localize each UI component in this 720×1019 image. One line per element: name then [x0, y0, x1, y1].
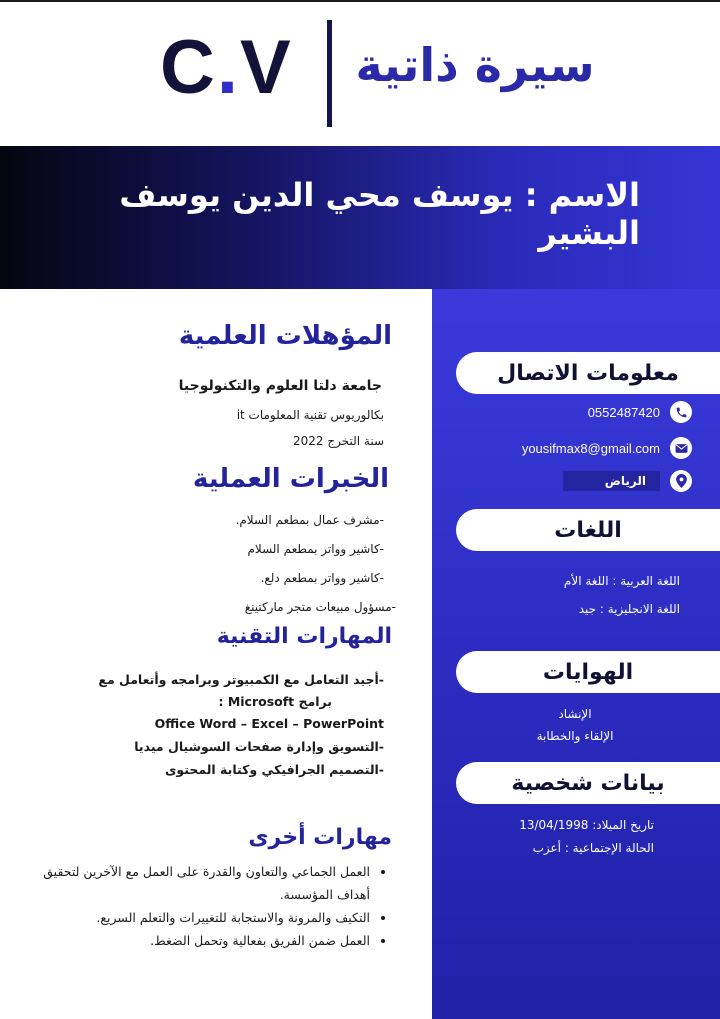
phone-number: 0552487420	[587, 404, 660, 420]
hobbies-heading-pill	[456, 651, 720, 693]
language-item: اللغة الانجليزية : جيد	[578, 602, 680, 616]
contact-heading-pill	[456, 352, 720, 394]
technical-skill-line: -التسويق وإدارة صفحات السوشيال ميديا	[134, 739, 384, 754]
cv-logo-dot: .	[216, 25, 241, 110]
cv-logo-v: V	[240, 25, 293, 110]
technical-skill-line: -أجيد التعامل مع الكمبيوتر وبرامجه وأتعامل مع	[98, 672, 384, 687]
phone-icon	[670, 401, 692, 423]
personal-item: تاريخ الميلاد: 13/04/1998	[519, 818, 654, 832]
other-skills-list	[20, 860, 384, 953]
degree: بكالوريوس تقنية المعلومات it	[236, 408, 384, 422]
city-name: الرياض	[563, 471, 660, 491]
person-name: الاسم : يوسف محي الدين يوسف البشير	[119, 176, 640, 253]
technical-skill-line: Office Word – Excel – PowerPoint	[154, 716, 384, 731]
cv-logo	[160, 25, 300, 110]
list-item: • العمل ضمن الفريق بفعالية وتحمل الضغط.	[20, 929, 370, 952]
list-item: • التكيف والمرونة والاستجابة للتغييرات والتعلم السريع.	[20, 906, 370, 929]
experience-heading: الخبرات العملية	[192, 464, 389, 494]
languages-heading: اللغات	[554, 517, 622, 543]
personal-heading-pill	[456, 762, 720, 804]
top-border-line	[0, 0, 720, 2]
page-title: سيرة ذاتية	[355, 38, 595, 92]
hobby-item: الإنشاد	[558, 707, 592, 721]
personal-heading: بيانات شخصية	[511, 770, 665, 796]
personal-item: الحالة الإجتماعية : أعزب	[532, 841, 654, 855]
technical-skill-line: -التصميم الجرافيكي وكتابة المحتوى	[164, 762, 384, 777]
location-pin-icon	[670, 470, 692, 492]
contact-location-row	[470, 468, 692, 494]
graduation-year: سنة التخرج 2022	[292, 434, 384, 448]
languages-heading-pill	[456, 509, 720, 551]
hobby-item: الإلقاء والخطابة	[536, 729, 614, 743]
experience-item: -مسؤول مبيعات متجر ماركتينغ	[244, 600, 396, 614]
experience-item: -مشرف عمال بمطعم السلام.	[235, 513, 384, 527]
email-icon	[670, 437, 692, 459]
contact-phone-row	[470, 399, 692, 425]
contact-heading: معلومات الاتصال	[497, 360, 679, 386]
technical-skills-heading: المهارات التقنية	[216, 624, 392, 649]
email-address: yousifmax8@gmail.com	[521, 440, 660, 456]
header-divider	[327, 20, 332, 127]
experience-item: -كاشير وواتر بمطعم السلام	[247, 542, 384, 556]
technical-skill-line: برامج Microsoft :	[218, 694, 332, 709]
other-skills-heading: مهارات أخرى	[248, 825, 392, 850]
language-item: اللغة العربية : اللغة الأم	[563, 574, 680, 588]
experience-item: -كاشير وواتر بمطعم دلع.	[260, 571, 384, 585]
cv-logo-c: C	[160, 25, 217, 110]
contact-email-row	[470, 435, 692, 461]
list-item: • العمل الجماعي والتعاون والقدرة على العمل مع الآخرين لتحقيق أهداف المؤسسة.	[20, 860, 370, 906]
hobbies-heading: الهوايات	[542, 659, 634, 685]
university-name: جامعة دلتا العلوم والتكنولوجيا	[178, 378, 382, 394]
qualifications-heading: المؤهلات العلمية	[178, 321, 392, 351]
